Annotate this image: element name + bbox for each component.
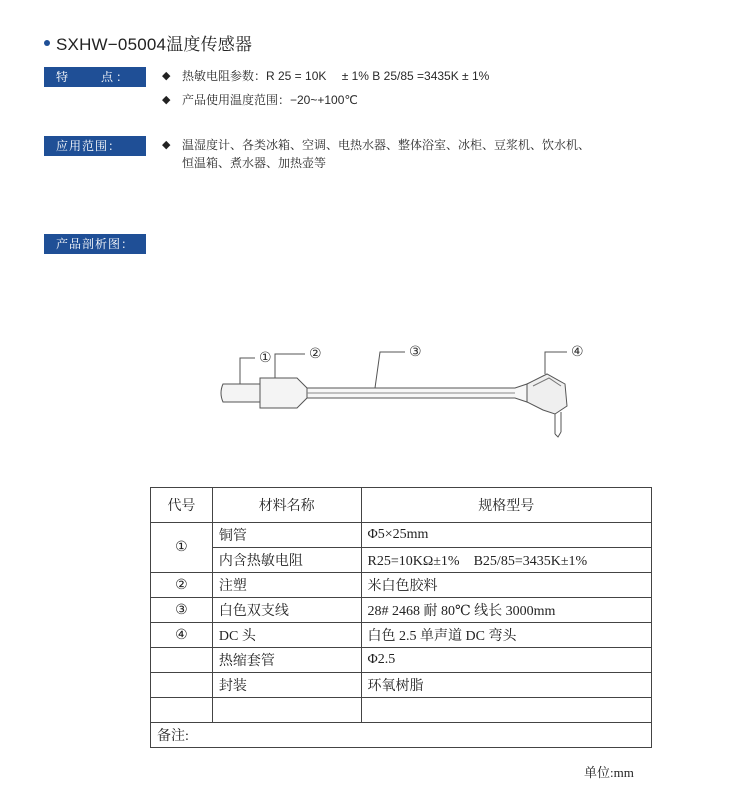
spec-cell [361,698,652,723]
note-label: 备注: [151,723,652,748]
list-item [162,67,489,85]
table-row [151,623,652,648]
title-text: SXHW−05004温度传感器 [56,35,253,54]
application-list [162,136,590,178]
unit-label: 单位:mm [584,765,634,780]
diagram-label-3: ③ [409,344,422,360]
material-cell: DC 头 [212,623,361,648]
table-row [151,523,652,548]
code-cell [151,648,213,673]
diagram-label-2: ② [309,346,322,362]
material-cell [212,698,361,723]
material-cell: 封装 [212,673,361,698]
spec-cell: 白色 2.5 单声道 DC 弯头 [361,623,652,648]
spec-table [150,487,652,748]
material-cell: 铜管 [212,523,361,548]
spec-cell: 28# 2468 耐 80℃ 线长 3000mm [361,598,652,623]
diamond-bullet-icon: ◆ [162,94,171,106]
code-cell: ② [151,573,213,598]
features-list [162,67,489,115]
dc-pin-shape [555,412,561,437]
spec-cell: R25=10KΩ±1% B25/85=3435K±1% [361,548,652,573]
material-cell: 白色双支线 [212,598,361,623]
spec-cell: 米白色胶料 [361,573,652,598]
code-cell [151,673,213,698]
application-tag: 应用范围： [44,136,146,156]
note-row [151,723,652,748]
diagram-label-4: ④ [571,344,584,360]
diagram-label-1: ① [259,350,272,366]
material-cell: 注塑 [212,573,361,598]
features-tag: 特 点： [44,67,146,87]
list-item [162,136,590,172]
spec-cell: 环氧树脂 [361,673,652,698]
table-row [151,598,652,623]
table-row [151,698,652,723]
list-item [162,91,489,109]
table-row [151,673,652,698]
diamond-bullet-icon: ◆ [162,139,171,151]
spec-cell: Φ2.5 [361,648,652,673]
product-cross-section-diagram [215,340,605,450]
leader-line-2 [275,354,305,378]
molded-part-shape [260,378,307,408]
diagram-tag: 产品剖析图： [44,234,146,254]
leader-line-3 [375,352,405,388]
material-cell: 热缩套管 [212,648,361,673]
application-text: 温湿度计、各类冰箱、空调、电热水器、整体浴室、冰柜、豆浆机、饮水机、 恒温箱、煮水器、加热壶等 [182,138,591,170]
table-row [151,573,652,598]
code-cell [151,698,213,723]
leader-line-4 [545,352,567,374]
table-header: 材料名称 [212,488,361,523]
spec-cell: Φ5×25mm [361,523,652,548]
leader-line-1 [240,358,255,384]
title-bullet-dot [44,40,50,46]
table-row [151,648,652,673]
table-header-row [151,488,652,523]
feature-text: 产品使用温度范围：−20~+100℃ [182,93,358,107]
dc-plug-shape [527,374,567,414]
code-cell: ① [151,523,213,573]
table-row [151,548,652,573]
feature-text: 热敏电阻参数：R 25 = 10K ± 1% B 25/85 =3435K ± 1% [182,69,490,83]
material-cell: 内含热敏电阻 [212,548,361,573]
code-cell: ④ [151,623,213,648]
copper-tube-shape [221,384,260,402]
table-header: 规格型号 [361,488,652,523]
code-cell: ③ [151,598,213,623]
page-title [44,30,252,55]
table-header: 代号 [151,488,213,523]
diamond-bullet-icon: ◆ [162,70,171,82]
